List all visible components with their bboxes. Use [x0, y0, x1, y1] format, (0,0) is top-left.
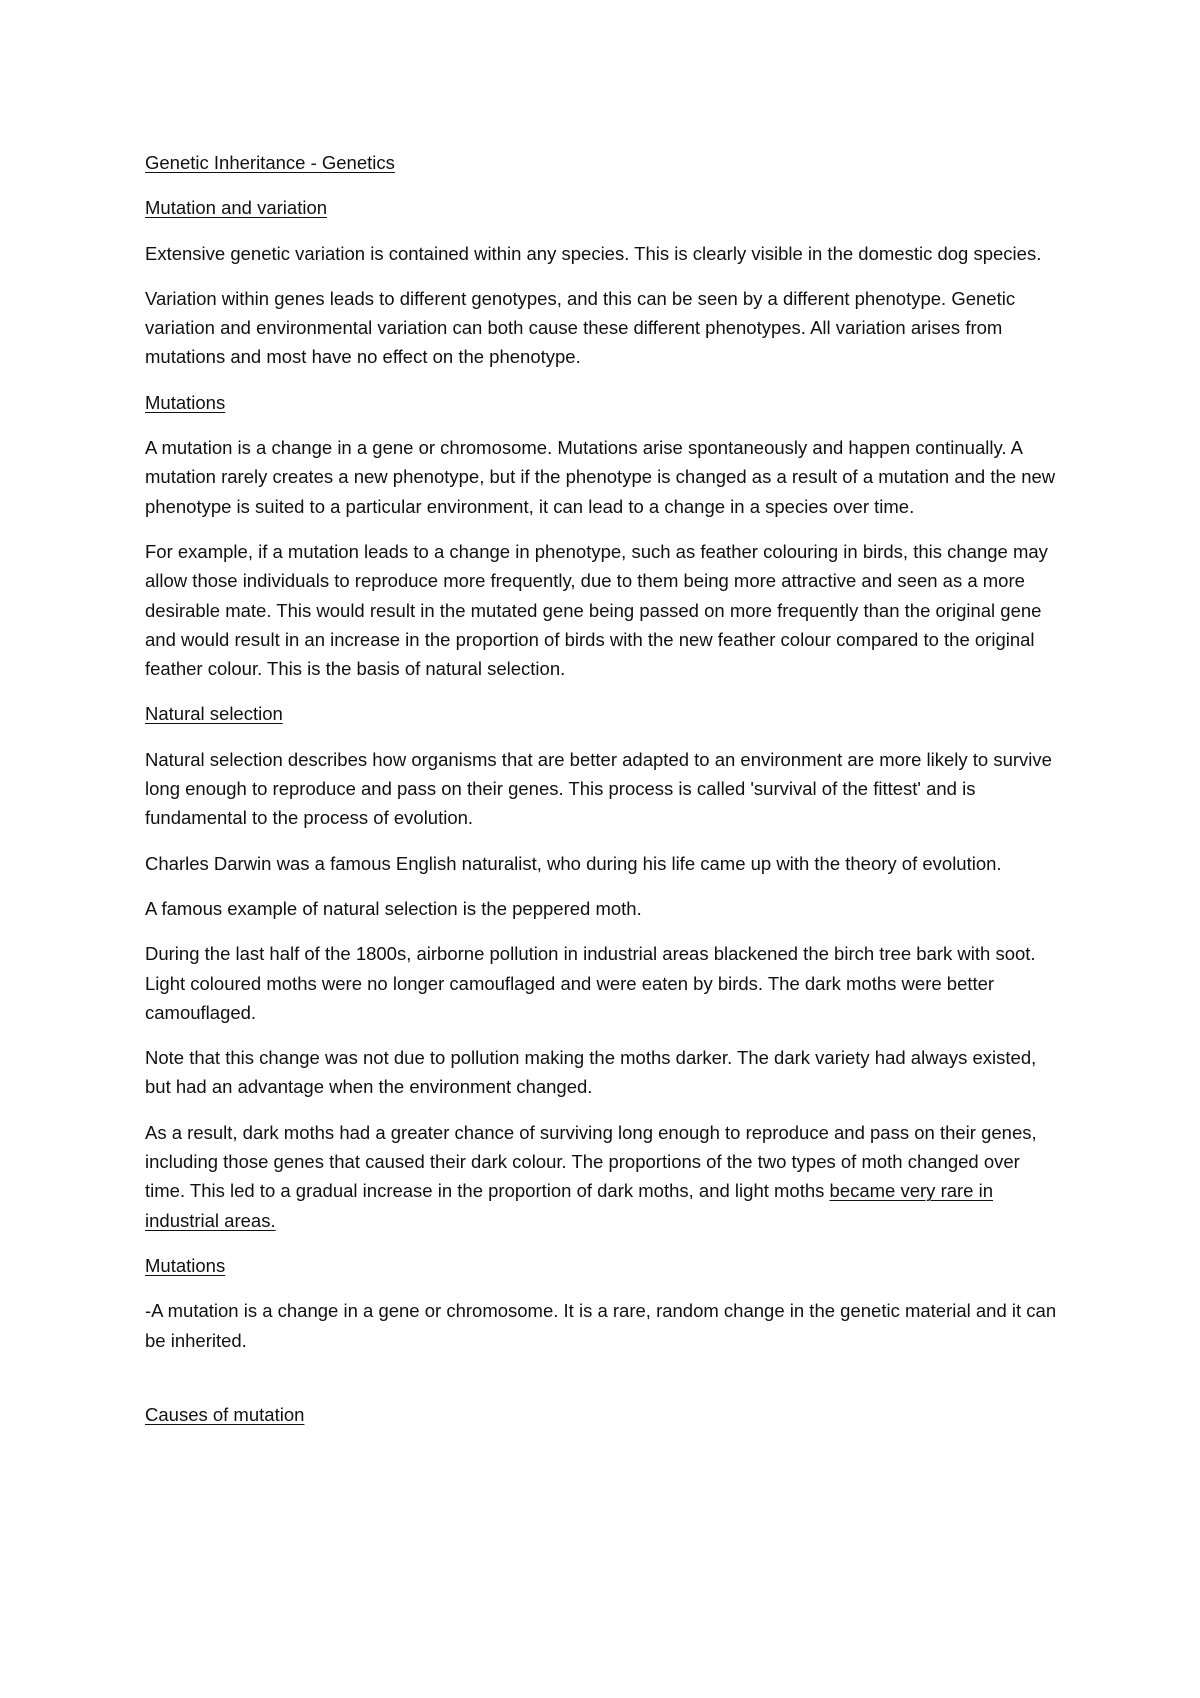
- heading-mutations: Mutations: [145, 391, 226, 413]
- underlined-text: became very rare in industrial areas.: [145, 1180, 994, 1231]
- paragraph: A mutation is a change in a gene or chromosome. Mutations arise spontaneously and happen continually. A mutation rarely creates a new phenotype, but if the phenotype is changed as a result of a mutation and the new phenotype is suited to a particular environment, it can lead to a change in a species over time.: [145, 437, 1056, 517]
- paragraph: During the last half of the 1800s, airborne pollution in industrial areas blackened the birch tree bark with soot. Light coloured moths were no longer camouflaged and were eaten by birds. The dark moths were better camouflaged.: [145, 943, 1036, 1023]
- paragraph: Extensive genetic variation is contained within any species. This is clearly visible in the domestic dog species.: [145, 242, 1042, 264]
- document-body: [145, 148, 1065, 1445]
- paragraph: Charles Darwin was a famous English naturalist, who during his life came up with the theory of evolution.: [145, 852, 1002, 874]
- heading-mutations-2: Mutations: [145, 1254, 226, 1276]
- paragraph: A famous example of natural selection is the peppered moth.: [145, 897, 642, 919]
- paragraph: Natural selection describes how organisms that are better adapted to an environment are more likely to survive long enough to reproduce and pass on their genes. This process is called 'survival of the fittest' and is fundamental to the process of evolution.: [145, 748, 1052, 829]
- heading-natural-selection: Natural selection: [145, 703, 283, 725]
- heading-causes-of-mutation: Causes of mutation: [145, 1403, 305, 1425]
- paragraph: -A mutation is a change in a gene or chromosome. It is a rare, random change in the genetic material and it can be inherited.: [145, 1300, 1057, 1351]
- document-title: Genetic Inheritance - Genetics: [145, 152, 395, 173]
- paragraph: For example, if a mutation leads to a change in phenotype, such as feather colouring in birds, this change may allow those individuals to reproduce more frequently, due to them being more attractive and seen as a more desirable mate. This would result in the mutated gene being passed on more frequently than the original gene and would result in an increase in the proportion of birds with the new feather colour compared to the original feather colour. This is the basis of natural selection.: [145, 540, 1048, 680]
- paragraph: Variation within genes leads to different genotypes, and this can be seen by a different phenotype. Genetic variation and environmental variation can both cause these different phenotypes. All variation arises from mutations and most have no effect on the phenotype.: [145, 287, 1016, 368]
- paragraph: Note that this change was not due to pollution making the moths darker. The dark variety had always existed, but had an advantage when the environment changed.: [145, 1047, 1037, 1098]
- paragraph-text: As a result, dark moths had a greater chance of surviving long enough to reproduce and pass on their genes, including those genes that caused their dark colour. The proportions of the two types of moth changed over time. This led to a gradual increase in the proportion of dark moths, and light moths: [145, 1121, 1037, 1202]
- heading-mutation-and-variation: Mutation and variation: [145, 197, 328, 219]
- paragraph: [145, 1118, 1065, 1235]
